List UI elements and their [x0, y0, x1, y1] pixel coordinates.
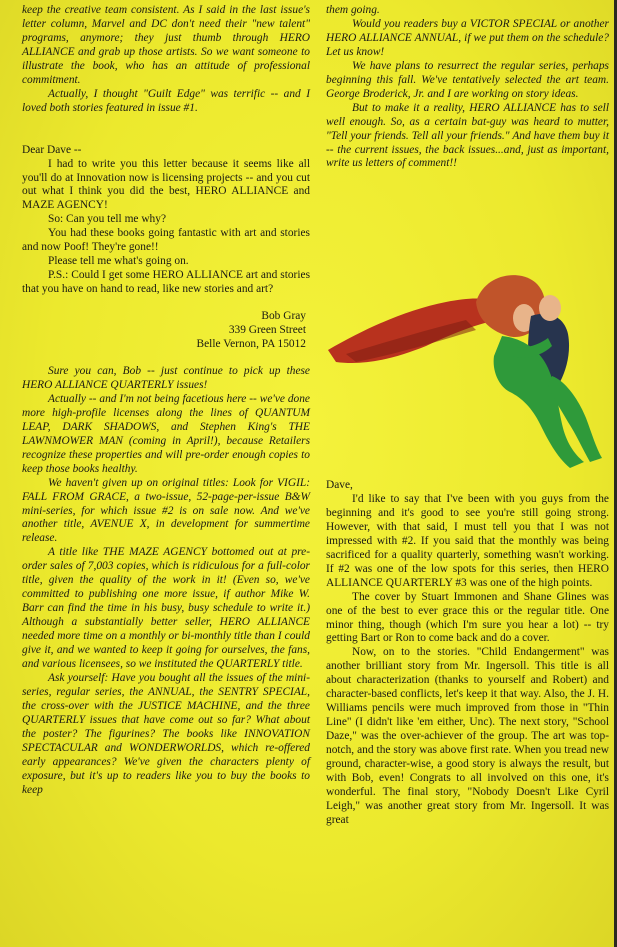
left-column — [22, 4, 310, 798]
reply-paragraph: Sure you can, Bob -- just continue to pick up these HERO ALLIANCE QUARTERLY issues! — [22, 364, 310, 391]
reply-paragraph: We haven't given up on original titles: Look for VIGIL: FALL FROM GRACE, a two-issue, 52-page-per-issue B&W mini-series, for which issue #2 is on sale now. And we've another title, AVENUE X, in development for summertime release. — [22, 476, 310, 545]
letter-paragraph: Please tell me what's going on. — [48, 255, 189, 268]
letter-salutation: Dear Dave -- — [22, 143, 82, 156]
right-column-bottom — [326, 479, 609, 828]
right-column-top — [326, 4, 609, 171]
signature-street: 339 Green Street — [228, 324, 306, 337]
reply-paragraph: We have plans to resurrect the regular series, perhaps beginning this fall. We've tentatively selected the art team. George Broderick, Jr. and I are working on story ideas. — [326, 59, 609, 100]
intro-paragraph: Actually, I thought "Guilt Edge" was terrific -- and I loved both stories featured in issue #1. — [22, 87, 310, 114]
flying-heroes-illustration — [326, 258, 611, 473]
letter-paragraph: I had to write you this letter because it seems like all you'll do at Innovation now is licensing projects -- and you cut out what I think you did the best, HERO ALLIANCE and MAZE AGENCY! — [22, 157, 310, 212]
spacer — [22, 352, 310, 365]
letter-paragraph: Now, on to the stories. "Child Endangerment" was another brilliant story from Mr. Ingersoll. This title is all about characterization (thanks to yourself and Robert) and character-based conflicts, let's keep it that way. Also, the J. H. Williams pencils were much improved from those in "Thin Line" (I didn't like 'em either, Unc). The next story, "School Daze," was the over-achiever of the group. The art was top-notch, and the story was above first rate. When you tread new ground, character-wise, a good story is always the result, but with Bob, even! Congrats to all involved on this one, it's wonderful. The final story, "Nobody Doesn't Like Cyril Leigh," was another great story from Mr. Ingersoll. It was great — [326, 646, 609, 826]
reply-paragraph: them going. — [326, 4, 380, 16]
letter-paragraph: P.S.: Could I get some HERO ALLIANCE art and stories that you have on hand to read, like new stories and art? — [22, 269, 310, 296]
letter-paragraph: I'd like to say that I've been with you guys from the beginning and it's good to see you're still going strong. However, with that said, I must tell you that I was not impressed with #2. If you said that the monthly was being sacrificed for a quality quarterly, something wasn't working. If #2 was one of the low spots for this series, then HERO ALLIANCE QUARTERLY #3 was one of the high points. — [326, 492, 609, 589]
reply-paragraph: Actually -- and I'm not being facetious here -- we've done more high-profile licenses along the lines of QUANTUM LEAP, DARK SHADOWS, and Stephen King's THE LAWNMOWER MAN (coming in April!), because Retailers recognize these properties and will pre-order enough copies to keep those books healthy. — [22, 392, 310, 475]
reply-paragraph: A title like THE MAZE AGENCY bottomed out at pre-order sales of 7,003 copies, which is ridiculous for a full-color title, given the quality of the work in it! (Even so, we've committed to publishing one more issue, if author Mike W. Barr can find the time in his busy, busy schedule to write it.) Although a substantially better seller, HERO ALLIANCE needed more time on a monthly or bi-monthly title than I could give it, and we wanted to keep it going for ourselves, the fans, and various licensees, so we instituted the QUARTERLY title. — [22, 546, 310, 670]
reply-paragraph: Ask yourself: Have you bought all the issues of the mini-series, regular series, the ANNUAL, the SENTRY SPECIAL, the cross-over with the JUSTICE MACHINE, and the three QUARTERLY issues that have come out so far? What about the poster? The figurines? The books like INNOVATION SPECTACULAR and WONDERWORLDS, which re-offered early appearances? We've given the characters plenty of exposure, but it's up to readers like you to buy the books to keep — [22, 671, 310, 796]
letter-paragraph: You had these books going fantastic with art and stories and now Poof! They're gone!! — [22, 227, 310, 254]
reply-paragraph: But to make it a reality, HERO ALLIANCE has to sell well enough. So, as a certain bat-guy was heard to mutter, "Tell your friends. Tell all your friends." And have them buy it -- the current issues, the back issues...and, just as important, write us letters of comment!! — [326, 101, 609, 170]
intro-paragraph: keep the creative team consistent. As I said in the last issue's letter column, Marvel and DC don't need their "new talent" programs, anymore; they just thumb through HERO ALLIANCE and grab up those artists. So we want someone to illustrate the book, who has an attitude of professional commitment. — [22, 4, 310, 86]
spacer — [22, 116, 310, 144]
reply-paragraph: Would you readers buy a VICTOR SPECIAL or another HERO ALLIANCE ANNUAL, if we put them on the schedule? Let us know! — [326, 17, 609, 58]
letter-paragraph: The cover by Stuart Immonen and Shane Glines was one of the best to ever grace this or the regular title. One minor thing, though (which I'm sure you hear a lot) -- try getting Bart or Ron to come back and do a cover. — [326, 590, 609, 645]
letter-paragraph: So: Can you tell me why? — [48, 213, 167, 226]
male-hero-head — [539, 295, 561, 321]
letter-signature — [22, 310, 310, 352]
signature-city: Belle Vernon, PA 15012 — [196, 338, 306, 351]
letter-salutation: Dave, — [326, 479, 353, 491]
spacer — [22, 297, 310, 310]
signature-name: Bob Gray — [261, 310, 306, 323]
